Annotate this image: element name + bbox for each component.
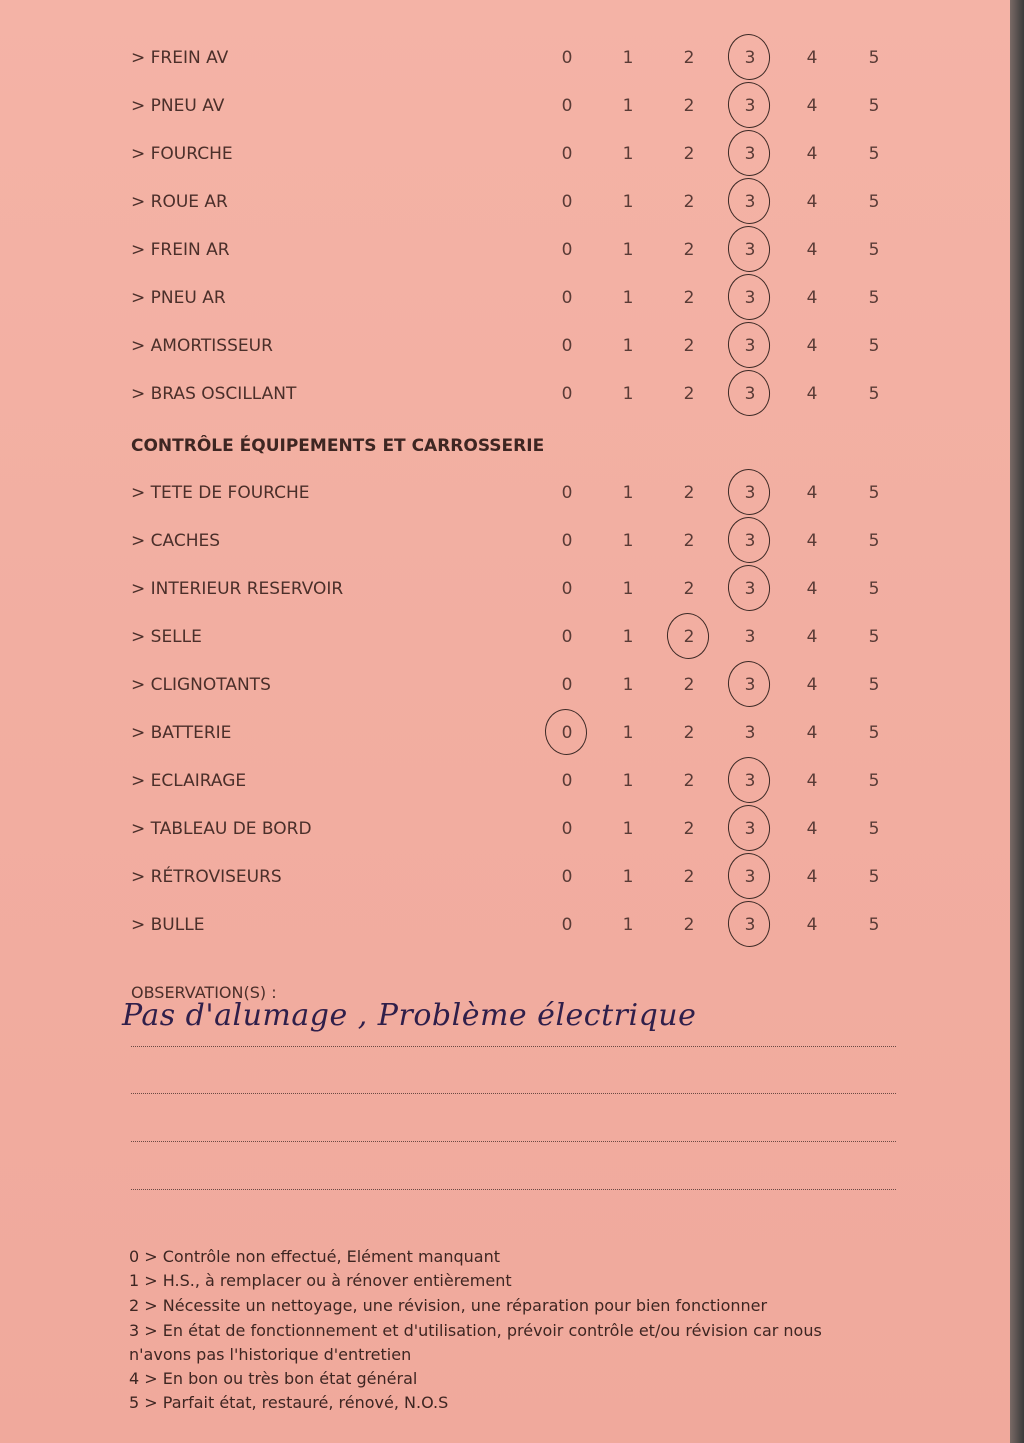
rating-option[interactable]: 0 [561,48,573,68]
rating-option[interactable]: 5 [868,915,880,935]
rating-option-selected[interactable]: 0 [555,723,579,743]
rating-option[interactable]: 4 [806,483,818,503]
section-title: CONTRÔLE ÉQUIPEMENTS ET CARROSSERIE [131,436,545,456]
rating-option[interactable]: 0 [561,144,573,164]
checklist-row [0,182,1000,222]
rating-option[interactable]: 5 [868,771,880,791]
rating-option[interactable]: 5 [868,867,880,887]
legend-line: 2 > Nécessite un nettoyage, une révision, une réparation pour bien fonctionner [129,1296,768,1315]
legend-line: 0 > Contrôle non effectué, Elément manquant [129,1247,500,1266]
rating-option-selected[interactable]: 3 [738,915,762,935]
rating-option[interactable]: 1 [622,384,634,404]
rating-option[interactable]: 4 [806,531,818,551]
rating-option[interactable]: 2 [683,96,695,116]
checklist-row [0,230,1000,270]
rating-option-selected[interactable]: 2 [677,627,701,647]
rating-option[interactable]: 1 [622,240,634,260]
rating-option-selected[interactable]: 3 [738,288,762,308]
rating-option[interactable]: 4 [806,579,818,599]
rating-option[interactable]: 5 [868,192,880,212]
rating-option[interactable]: 4 [806,771,818,791]
rating-option[interactable]: 1 [622,144,634,164]
rating-option[interactable]: 2 [683,144,695,164]
rating-option[interactable]: 5 [868,96,880,116]
rating-option[interactable]: 5 [868,819,880,839]
rating-option[interactable]: 5 [868,579,880,599]
row-label: > TABLEAU DE BORD [131,819,312,839]
legend-line: 5 > Parfait état, restauré, rénové, N.O.S [129,1393,449,1412]
row-label: > CACHES [131,531,221,551]
rating-option[interactable]: 1 [622,915,634,935]
checklist-row [0,86,1000,126]
rating-option[interactable]: 5 [868,336,880,356]
checklist-row [0,617,1000,657]
checklist-row [0,134,1000,174]
rating-option[interactable]: 4 [806,96,818,116]
rating-option[interactable]: 0 [561,336,573,356]
rating-option[interactable]: 0 [561,819,573,839]
legend-line: 1 > H.S., à remplacer ou à rénover entièrement [129,1271,512,1290]
rating-option[interactable]: 2 [683,579,695,599]
rating-option[interactable]: 2 [683,723,695,743]
rating-option[interactable]: 1 [622,96,634,116]
rating-option[interactable]: 4 [806,336,818,356]
row-label: > RÉTROVISEURS [131,867,282,887]
rating-option[interactable]: 5 [868,531,880,551]
rating-option[interactable]: 0 [561,627,573,647]
row-label: > BULLE [131,915,205,935]
row-label: > ROUE AR [131,192,228,212]
rating-option-selected[interactable]: 3 [738,579,762,599]
rating-option[interactable]: 1 [622,531,634,551]
rating-option[interactable]: 1 [622,579,634,599]
rating-option[interactable]: 4 [806,144,818,164]
rating-option[interactable]: 4 [806,867,818,887]
rating-option[interactable]: 4 [806,240,818,260]
rating-option[interactable]: 0 [561,675,573,695]
rating-option[interactable]: 2 [683,288,695,308]
row-label: > FREIN AV [131,48,229,68]
rating-option[interactable]: 5 [868,240,880,260]
rating-option[interactable]: 4 [806,675,818,695]
rating-option[interactable]: 2 [683,771,695,791]
rating-option[interactable]: 2 [683,819,695,839]
observation-line [131,1046,896,1047]
rating-option[interactable]: 1 [622,723,634,743]
rating-option[interactable]: 2 [683,336,695,356]
rating-option[interactable]: 2 [683,531,695,551]
row-label: > FOURCHE [131,144,233,164]
rating-option-selected[interactable]: 3 [738,819,762,839]
rating-option[interactable]: 5 [868,627,880,647]
rating-option[interactable]: 5 [868,144,880,164]
row-label: > TETE DE FOURCHE [131,483,310,503]
rating-option[interactable]: 1 [622,336,634,356]
rating-option-selected[interactable]: 3 [738,771,762,791]
rating-option[interactable]: 1 [622,192,634,212]
checklist-row [0,905,1000,945]
observation-line [131,1093,896,1094]
rating-option[interactable]: 2 [683,867,695,887]
rating-option[interactable]: 4 [806,819,818,839]
checklist-row [0,665,1000,705]
observations-handwritten-text: Pas d'alumage , Problème électrique [122,998,697,1033]
checklist-row [0,761,1000,801]
row-label: > INTERIEUR RESERVOIR [131,579,344,599]
rating-option[interactable]: 5 [868,675,880,695]
observation-line [131,1189,896,1190]
rating-option[interactable]: 0 [561,771,573,791]
rating-option[interactable]: 5 [868,483,880,503]
rating-option-selected[interactable]: 3 [738,144,762,164]
row-label: > FREIN AR [131,240,230,260]
rating-option[interactable]: 1 [622,867,634,887]
observations-title: OBSERVATION(S) : [131,983,277,1002]
legend-line: 3 > En état de fonctionnement et d'utilisation, prévoir contrôle et/ou révision car nous [129,1321,822,1340]
checklist-row [0,473,1000,513]
row-label: > CLIGNOTANTS [131,675,271,695]
checklist-row [0,809,1000,849]
rating-option-selected[interactable]: 3 [738,336,762,356]
rating-option[interactable]: 0 [561,483,573,503]
rating-option[interactable]: 1 [622,675,634,695]
rating-option[interactable]: 4 [806,915,818,935]
rating-option[interactable]: 0 [561,579,573,599]
rating-option[interactable]: 4 [806,723,818,743]
rating-option[interactable]: 2 [683,192,695,212]
rating-option[interactable]: 1 [622,771,634,791]
checklist-row [0,521,1000,561]
rating-option[interactable]: 4 [806,288,818,308]
row-label: > BRAS OSCILLANT [131,384,297,404]
rating-option[interactable]: 1 [622,483,634,503]
rating-option[interactable]: 1 [622,819,634,839]
legend-line: 4 > En bon ou très bon état général [129,1369,418,1388]
row-label: > SELLE [131,627,202,647]
rating-option[interactable]: 2 [683,483,695,503]
rating-option[interactable]: 0 [561,531,573,551]
rating-option[interactable]: 0 [561,384,573,404]
rating-option[interactable]: 2 [683,240,695,260]
checklist-row [0,38,1000,78]
rating-option-selected[interactable]: 3 [738,384,762,404]
checklist-row [0,326,1000,366]
rating-option[interactable]: 1 [622,288,634,308]
rating-option[interactable]: 4 [806,627,818,647]
rating-option[interactable]: 4 [806,48,818,68]
rating-option-selected[interactable]: 3 [738,240,762,260]
row-label: > ECLAIRAGE [131,771,247,791]
rating-option-selected[interactable]: 3 [738,867,762,887]
row-label: > AMORTISSEUR [131,336,273,356]
rating-option[interactable]: 4 [806,192,818,212]
row-label: > PNEU AV [131,96,225,116]
checklist-row [0,713,1000,753]
rating-option[interactable]: 4 [806,384,818,404]
rating-option-selected[interactable]: 3 [738,483,762,503]
checklist-row [0,569,1000,609]
row-label: > BATTERIE [131,723,232,743]
rating-option[interactable]: 5 [868,384,880,404]
rating-option-selected[interactable]: 3 [738,192,762,212]
rating-option[interactable]: 5 [868,723,880,743]
rating-option[interactable]: 0 [561,288,573,308]
rating-option[interactable]: 2 [683,915,695,935]
rating-option[interactable]: 5 [868,288,880,308]
rating-option[interactable]: 2 [683,675,695,695]
rating-option[interactable]: 3 [744,627,756,647]
observation-line [131,1141,896,1142]
checklist-row [0,374,1000,414]
rating-option[interactable]: 0 [561,867,573,887]
rating-option-selected[interactable]: 3 [738,531,762,551]
rating-option[interactable]: 2 [683,384,695,404]
rating-option[interactable]: 0 [561,192,573,212]
legend-line: n'avons pas l'historique d'entretien [129,1345,412,1364]
rating-option-selected[interactable]: 3 [738,48,762,68]
rating-option[interactable]: 5 [868,48,880,68]
rating-option[interactable]: 2 [683,48,695,68]
rating-option-selected[interactable]: 3 [738,96,762,116]
rating-option[interactable]: 3 [744,723,756,743]
rating-option[interactable]: 1 [622,627,634,647]
rating-option-selected[interactable]: 3 [738,675,762,695]
rating-option[interactable]: 1 [622,48,634,68]
rating-option[interactable]: 0 [561,96,573,116]
checklist-row [0,857,1000,897]
rating-option[interactable]: 0 [561,240,573,260]
checklist-row [0,278,1000,318]
rating-option[interactable]: 0 [561,915,573,935]
row-label: > PNEU AR [131,288,226,308]
